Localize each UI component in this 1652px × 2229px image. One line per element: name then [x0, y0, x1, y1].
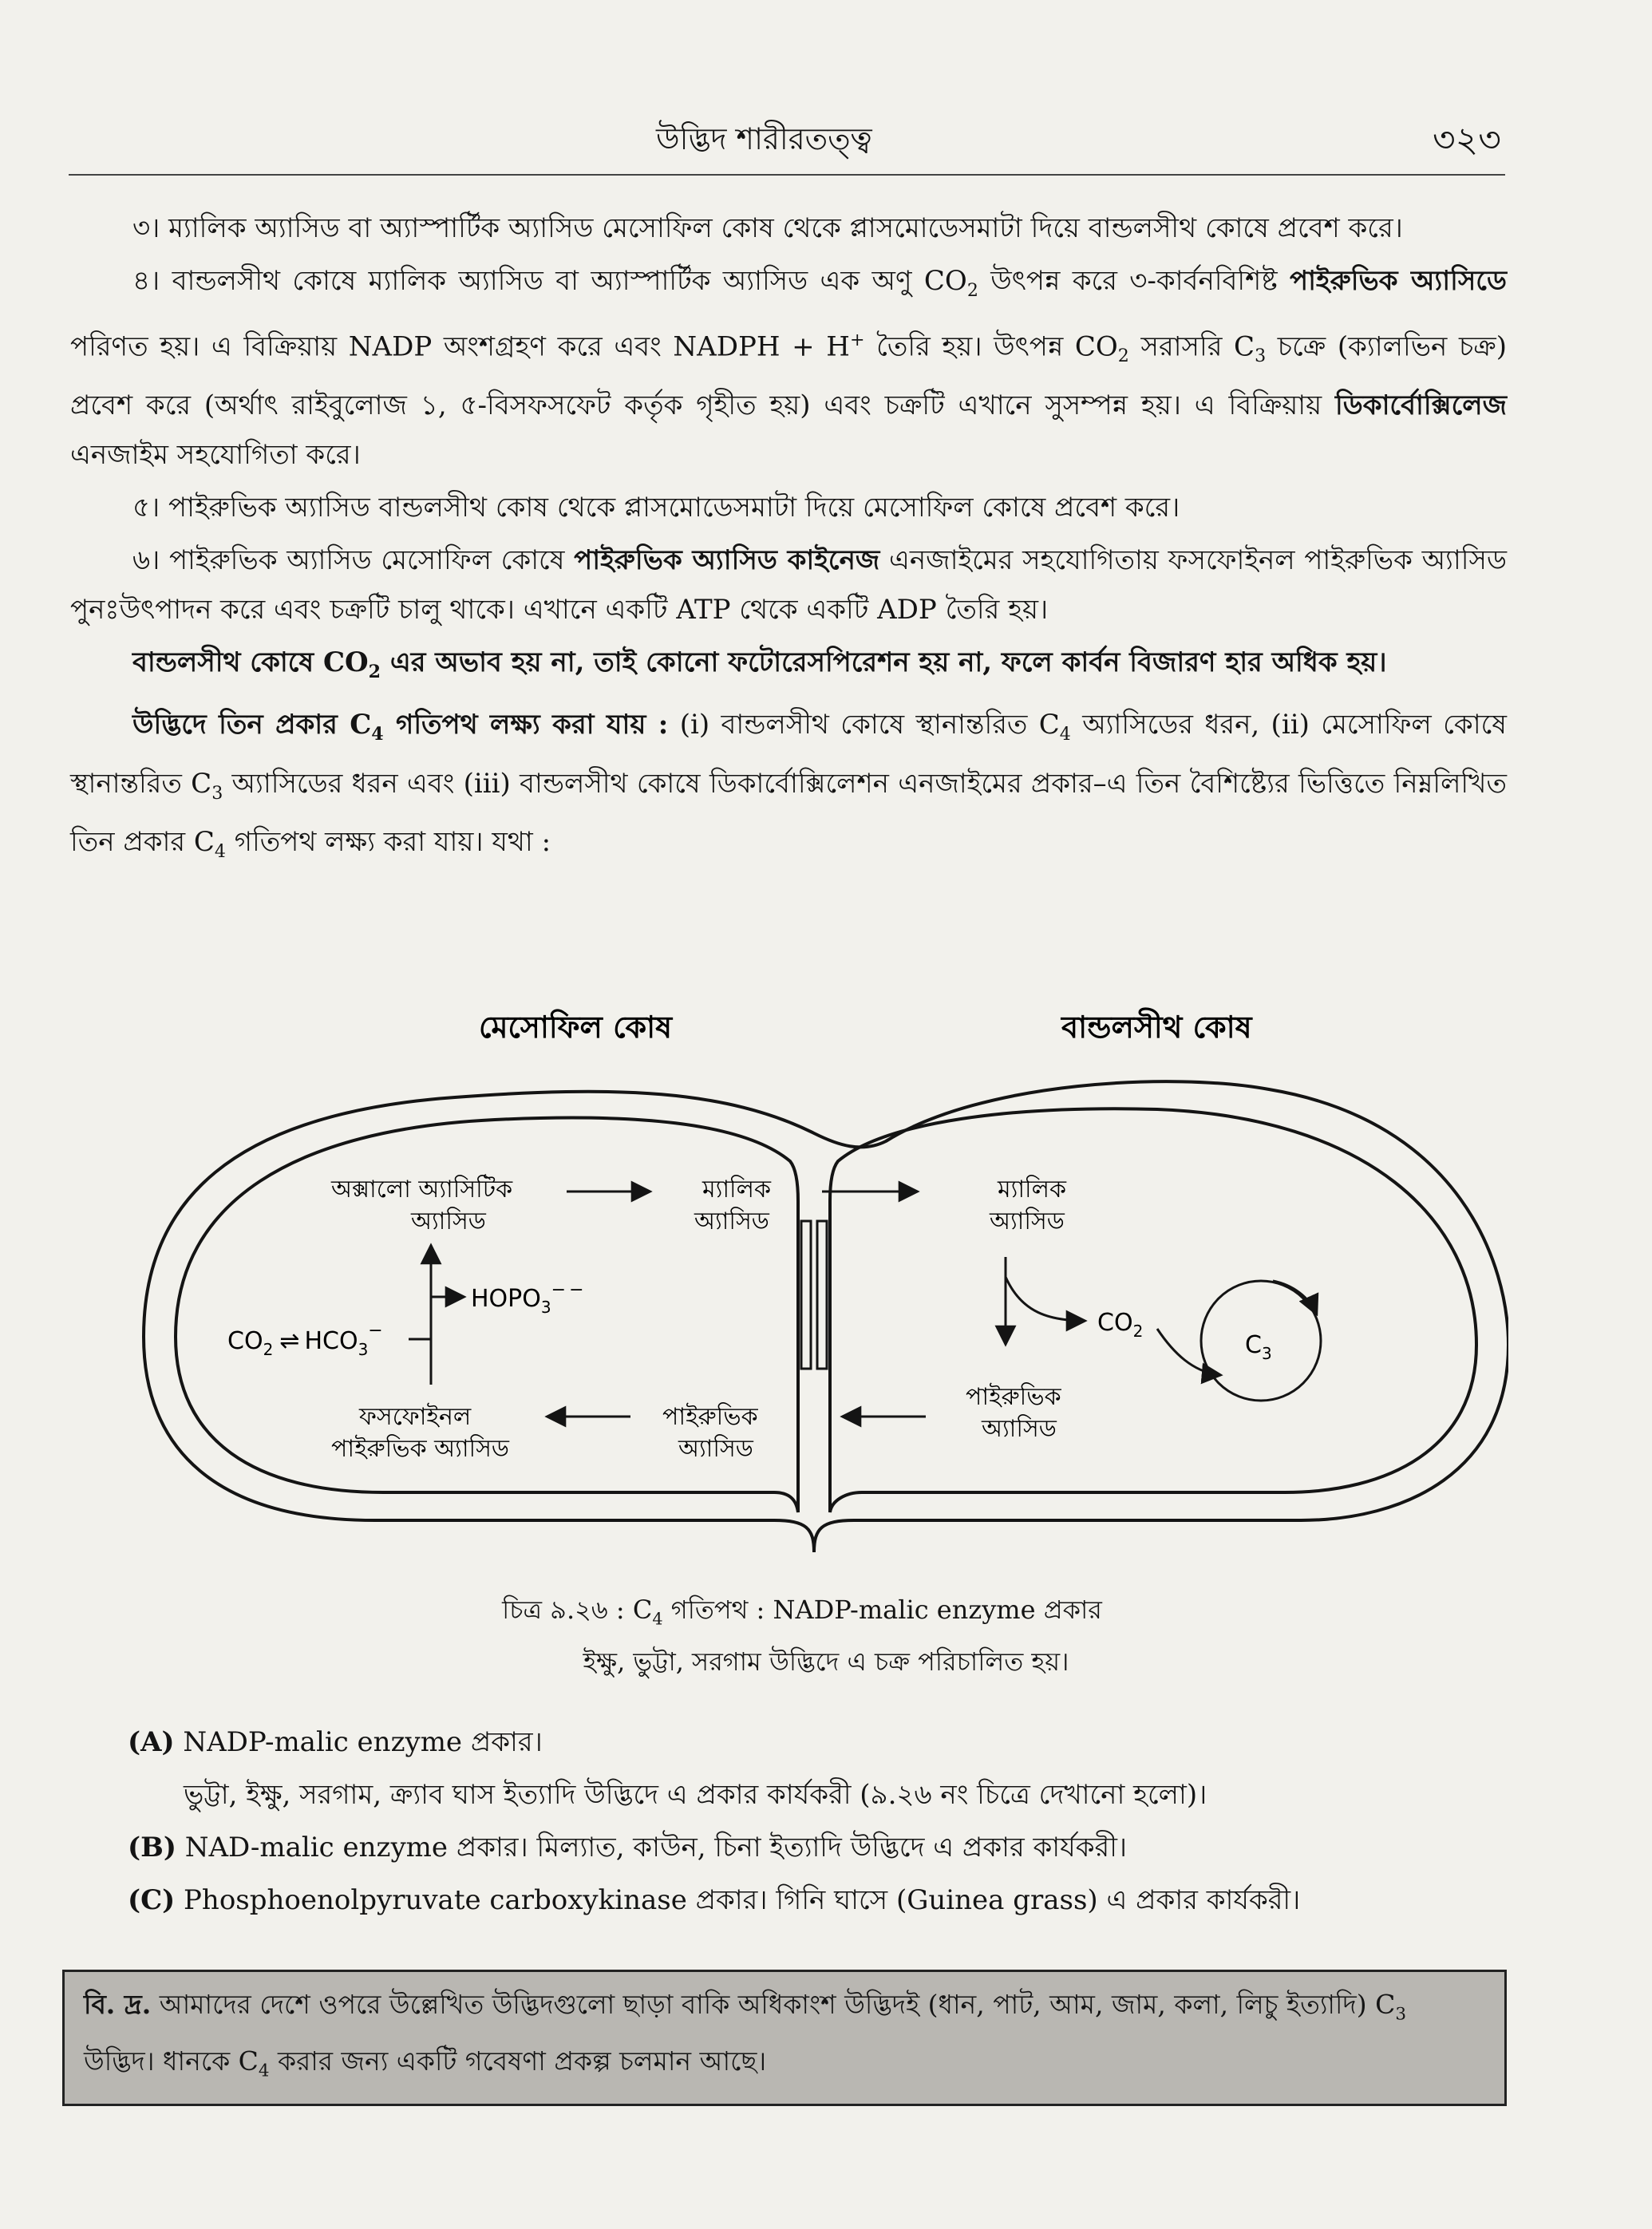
list-text: Phosphoenolpyruvate carboxykinase প্রকার। গিনি ঘাসে (Guinea grass) এ প্রকার কার্যকরী।	[175, 1884, 1301, 1916]
list-text: NADP-malic enzyme প্রকার।	[174, 1726, 543, 1758]
bold-term: পাইরুভিক অ্যাসিডে	[1289, 265, 1507, 297]
paragraph-text: উৎপন্ন করে ৩-কার্বনবিশিষ্ট	[978, 265, 1290, 297]
note-label: বি. দ্র.	[84, 1989, 152, 2020]
subscript: 3	[1255, 345, 1267, 366]
paragraph-text: ৩। ম্যালিক অ্যাসিড বা অ্যাস্পার্টিক অ্যাসিড মেসোফিল কোষ থেকে প্লাসমোডেসমাটা দিয়ে বান্ডলসীথ কোষে প্রবেশ করে।	[132, 212, 1403, 244]
malic-acid-mesophyll-label: ম্যালিক	[702, 1176, 771, 1203]
note-text: করার জন্য একটি গবেষণা প্রকল্প চলমান আছে।	[269, 2045, 767, 2077]
superscript: +	[849, 329, 865, 350]
arrow-co2-release	[1006, 1277, 1085, 1321]
plasmodesmata	[801, 1221, 811, 1369]
c4-types-list	[128, 1716, 1516, 1927]
bold-term: গতিপথ লক্ষ্য করা যায় :	[383, 708, 669, 741]
bundle-sheath-label: বান্ডলসীথ কোষ	[1061, 1010, 1252, 1045]
subscript: 2	[263, 1340, 274, 1359]
paragraph-step-4	[70, 256, 1507, 480]
paragraph-step-5	[70, 483, 1507, 532]
co2-text: CO	[1097, 1309, 1133, 1337]
subscript: 3	[1261, 1344, 1272, 1363]
co2-hco3-equilibrium	[227, 1321, 383, 1359]
page-number: ৩২৩	[1433, 120, 1501, 160]
bold-term: এর অভাব হয় না, তাই কোনো ফটোরেসপিরেশন হয় না, ফলে কার্বন বিজারণ হার অধিক হয়।	[381, 646, 1387, 678]
type-b	[128, 1821, 1516, 1874]
paragraph-text: ৬। পাইরুভিক অ্যাসিড মেসোফিল কোষে	[132, 543, 575, 576]
paragraph-step-3	[70, 204, 1507, 253]
bold-term: পাইরুভিক অ্যাসিড কাইনেজ	[574, 543, 880, 576]
arrow-co2-to-calvin	[1157, 1329, 1221, 1375]
subscript: 4	[214, 841, 226, 863]
subscript: 4	[371, 723, 384, 745]
note-text: আমাদের দেশে ওপরে উল্লেখিত উদ্ভিদগুলো ছাড়া বাকি অধিকাংশ উদ্ভিদই (ধান, পাট, আম, জাম, কলা, লিচু ইত্যাদি) C	[151, 1989, 1396, 2020]
pyruvic-acid-bundle-label: অ্যাসিড	[982, 1415, 1057, 1443]
malic-acid-bundle-label: অ্যাসিড	[990, 1207, 1065, 1235]
paragraph-text: এনজাইম সহযোগিতা করে।	[70, 438, 361, 471]
subscript: 2	[1132, 1322, 1144, 1341]
subscript: 4	[1059, 723, 1071, 745]
paragraph-text: পরিণত হয়। এ বিক্রিয়ায় NADP অংশগ্রহণ করে এবং NADPH + H	[70, 330, 850, 363]
subscript: 3	[211, 782, 223, 804]
calvin-cycle-arrow	[1273, 1281, 1317, 1314]
type-a	[128, 1716, 1516, 1769]
note-text: উদ্ভিদ। ধানকে C	[84, 2045, 259, 2077]
paragraph-text: সরাসরি C	[1128, 330, 1255, 363]
caption-line: ইক্ষু, ভুট্টা, সরগাম উদ্ভিদে এ চক্র পরিচালিত হয়।	[583, 1646, 1069, 1678]
mesophyll-label: মেসোফিল কোষ	[479, 1010, 673, 1045]
note-box	[62, 1970, 1507, 2106]
header-rule	[69, 174, 1505, 176]
plasmodesmata	[817, 1221, 827, 1369]
subscript: 4	[258, 2061, 270, 2081]
bold-term: ডিকার্বোক্সিলেজ	[1335, 389, 1507, 421]
paragraph-text: তৈরি হয়। উৎপন্ন CO	[864, 330, 1118, 363]
caption-text: চিত্র ৯.২৬ : C	[502, 1595, 653, 1625]
c4-pathway-diagram	[120, 1002, 1508, 1564]
type-a-examples: ভুট্টা, ইক্ষু, সরগাম, ক্র্যাব ঘাস ইত্যাদি উদ্ভিদে এ প্রকার কার্যকরী (৯.২৬ নং চিত্রে দেখানো হলো)।	[184, 1779, 1207, 1811]
subscript: 2	[966, 279, 978, 301]
oxaloacetic-acid-label: অক্সালো অ্যাসিটিক	[331, 1176, 513, 1203]
caption-text: গতিপথ : NADP-malic enzyme প্রকার	[662, 1595, 1102, 1625]
paragraph-text: গতিপথ লক্ষ্য করা যায়। যথা :	[225, 826, 551, 859]
pep-label: পাইরুভিক অ্যাসিড	[331, 1435, 510, 1463]
c3-cycle-label	[1245, 1331, 1272, 1363]
malic-acid-bundle-label: ম্যালিক	[998, 1176, 1066, 1203]
list-text: NAD-malic enzyme প্রকার। মিল্যাত, কাউন, চিনা ইত্যাদি উদ্ভিদে এ প্রকার কার্যকরী।	[176, 1832, 1128, 1863]
pyruvic-acid-mesophyll-label: অ্যাসিড	[678, 1435, 753, 1463]
paragraph-text: এনজাইমের সহযোগিতায় ফসফোইনল পাইরুভিক অ্যাসিড পুনঃউৎপাদন করে এবং চক্রটি চালু থাকে। এখানে একটি ATP থেকে একটি ADP তৈরি হয়।	[70, 543, 1507, 626]
hopo3-charge: −	[551, 1280, 567, 1300]
hopo3-label	[471, 1280, 584, 1317]
figure-caption	[0, 1588, 1652, 1683]
bold-term: উদ্ভিদে তিন প্রকার C	[132, 708, 372, 741]
subscript: 4	[652, 1609, 663, 1629]
co2-bundle-label	[1097, 1309, 1143, 1341]
co2-text: CO	[227, 1327, 263, 1355]
list-label: (C)	[128, 1884, 176, 1916]
paragraph-step-6	[70, 536, 1507, 634]
caption-line	[0, 1588, 1652, 1640]
type-c	[128, 1874, 1516, 1927]
equilibrium-arrow-icon: ⇌	[279, 1327, 300, 1355]
list-label: (A)	[128, 1726, 175, 1758]
paragraph-three-types	[70, 700, 1507, 876]
pyruvic-acid-mesophyll-label: পাইরুভিক	[662, 1403, 758, 1431]
list-label: (B)	[128, 1832, 176, 1863]
running-header-title: উদ্ভিদ শারীরতত্ত্ব	[656, 121, 872, 156]
body-text	[70, 204, 1507, 879]
bundle-sheath-cell-outline	[830, 1109, 1476, 1512]
pyruvic-acid-bundle-label: পাইরুভিক	[966, 1383, 1061, 1411]
paragraph-text: অ্যাসিডের ধরন, (ii) মেসোফিল কোষে স্থানান্তরিত C	[70, 708, 1507, 800]
paragraph-text: (i) বান্ডলসীথ কোষে স্থানান্তরিত C	[668, 708, 1060, 741]
paragraph-text: ৫। পাইরুভিক অ্যাসিড বান্ডলসীথ কোষ থেকে প্লাসমোডেসমাটা দিয়ে মেসোফিল কোষে প্রবেশ করে।	[132, 491, 1180, 524]
subscript: 2	[368, 661, 381, 682]
hco3-text: HCO	[304, 1327, 358, 1355]
superscript: −	[368, 1321, 383, 1341]
paragraph-text: ৪। বান্ডলসীথ কোষে ম্যালিক অ্যাসিড বা অ্যাস্পার্টিক অ্যাসিড এক অণু CO	[132, 265, 967, 297]
paragraph-text: অ্যাসিডের ধরন এবং (iii) বান্ডলসীথ কোষে ডিকার্বোক্সিলেশন এনজাইমের প্রকার–এ তিন বৈশিষ্ট্যের ভিত্তিতে নিম্নলিখিত তিন প্রকার C	[70, 767, 1507, 859]
hopo3-charge: −	[569, 1280, 584, 1300]
subscript: 3	[1395, 2004, 1407, 2025]
hopo3-subscript: 3	[540, 1298, 551, 1317]
c3-text: C	[1245, 1331, 1262, 1359]
oxaloacetic-acid-label: অ্যাসিড	[411, 1207, 486, 1235]
subscript: 2	[1117, 345, 1129, 366]
malic-acid-mesophyll-label: অ্যাসিড	[694, 1207, 769, 1235]
paragraph-text: চক্রে (ক্যালভিন চক্র) প্রবেশ করে (অর্থাৎ রাইবুলোজ ১, ৫-বিসফসফেট কর্তৃক গৃহীত হয়) এবং চক্রটি এখানে সুসম্পন্ন হয়। এ বিক্রিয়ায়	[70, 330, 1507, 421]
subscript: 3	[358, 1340, 369, 1359]
hopo3-text: HOPO	[471, 1285, 541, 1313]
bold-term: বান্ডলসীথ কোষে CO	[132, 646, 369, 678]
paragraph-photorespiration	[70, 638, 1507, 697]
pep-label: ফসফোইনল	[359, 1403, 472, 1431]
